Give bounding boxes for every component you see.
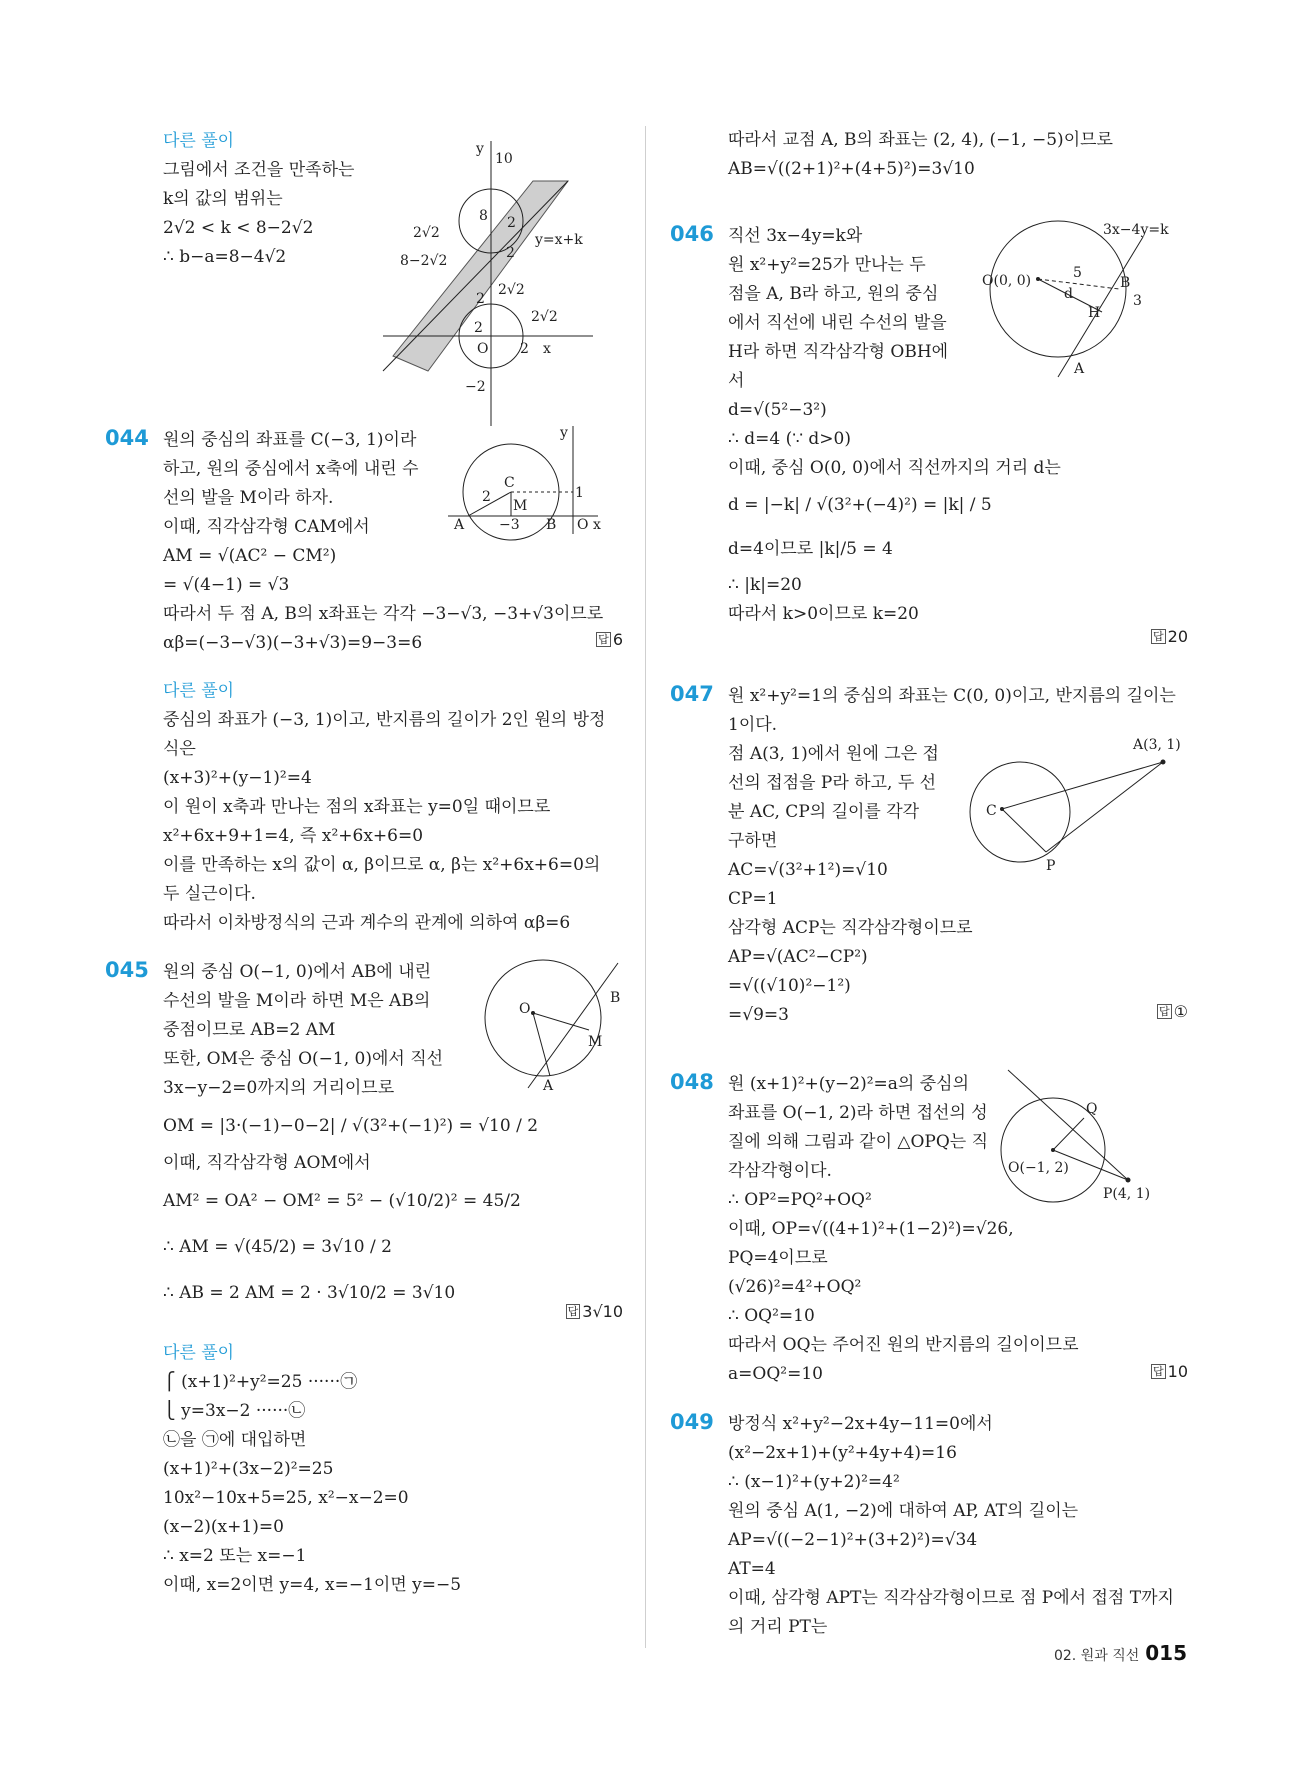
center-dot <box>1000 807 1004 811</box>
text-line: 1이다. <box>728 715 778 735</box>
answer-mark: 답 <box>1153 630 1164 643</box>
text-line: 구하면 <box>728 831 778 851</box>
text-line: 질에 의해 그림과 같이 △OPQ는 직 <box>728 1132 989 1152</box>
text-line: ⎧ (x+1)²+y²=25 ······㉠ <box>163 1372 358 1392</box>
radius-oa <box>533 1013 550 1076</box>
circle <box>485 960 601 1076</box>
figure-045 <box>478 958 623 1093</box>
text-line: ⎩ y=3x−2 ······㉡ <box>163 1401 306 1421</box>
label-5: 5 <box>1073 265 1082 281</box>
text-line: = √(4−1) = √3 <box>163 575 290 595</box>
text-line: 원의 중심 O(−1, 0)에서 AB에 내린 <box>163 962 432 982</box>
answer <box>566 1302 623 1321</box>
label-b: B <box>546 517 557 533</box>
text-line: 그림에서 조건을 만족하는 <box>163 160 355 180</box>
label-2root2c: 2√2 <box>531 309 558 325</box>
point-a <box>1161 760 1166 765</box>
problem-044 <box>105 425 623 676</box>
answer-value: 3√10 <box>582 1302 623 1321</box>
right-column <box>670 126 1188 1642</box>
label-2: 2 <box>507 215 516 231</box>
problem-number: 044 <box>105 426 149 450</box>
text-line: ∴ (x−1)²+(y+2)²=4² <box>728 1472 900 1492</box>
problem-number: 049 <box>670 1410 714 1434</box>
text-line: =√((√10)²−1²) <box>728 976 851 996</box>
text-line: k의 값의 범위는 <box>163 189 283 209</box>
continuation-045 <box>728 126 1188 222</box>
text-line: AP=√(AC²−CP²) <box>728 947 868 967</box>
text-line: d=4이므로 |k|/5 = 4 <box>728 539 893 559</box>
label-a: A(3, 1) <box>1133 737 1181 753</box>
label-o: O <box>519 1001 531 1017</box>
text-line: AB=√((2+1)²+(4+5)²)=3√10 <box>728 159 975 179</box>
segment-ac <box>1002 762 1163 809</box>
answer <box>1157 1002 1188 1021</box>
text-line: d = |−k| / √(3²+(−4)²) = |k| / 5 <box>728 495 992 515</box>
text-line: 식은 <box>163 739 196 759</box>
text-line: 직선 3x−4y=k와 <box>728 226 863 246</box>
text-line: 또한, OM은 중심 O(−1, 0)에서 직선 <box>163 1049 444 1069</box>
problem-045 <box>105 958 623 1338</box>
text-line: 삼각형 ACP는 직각삼각형이므로 <box>728 918 973 938</box>
text-line: 이때, 삼각형 APT는 직각삼각형이므로 점 P에서 접점 T까지 <box>728 1588 1174 1608</box>
column-divider <box>645 126 646 1648</box>
text-line: (x−2)(x+1)=0 <box>163 1517 284 1537</box>
label-p: P <box>1046 858 1056 874</box>
left-column <box>105 126 623 1600</box>
text-line: ∴ x=2 또는 x=−1 <box>163 1546 307 1566</box>
text-line: 각삼각형이다. <box>728 1161 832 1181</box>
label-2c: 2 <box>476 291 485 307</box>
text-line: ∴ AM = √(45/2) = 3√10 / 2 <box>163 1237 392 1257</box>
text-line: ㉡을 ㉠에 대입하면 <box>163 1430 307 1450</box>
point-p <box>1126 1178 1131 1183</box>
text-line: 좌표를 O(−1, 2)라 하면 접선의 성 <box>728 1103 988 1123</box>
label-a: A <box>454 517 465 533</box>
text-line: αβ=(−3−√3)(−3+√3)=9−3=6 <box>163 633 423 653</box>
text-line: AM = √(AC² − CM²) <box>163 546 337 566</box>
label-d: d <box>1064 286 1073 302</box>
text-line: 두 실근이다. <box>163 884 256 904</box>
answer-mark: 답 <box>567 1305 579 1318</box>
problem-046 <box>670 222 1188 682</box>
text-line: a=OQ²=10 <box>728 1364 823 1384</box>
label-o: O(0, 0) <box>982 273 1032 289</box>
answer-mark: 답 <box>598 633 609 646</box>
label-h: H <box>1088 305 1101 321</box>
text-line: 따라서 k>0이므로 k=20 <box>728 604 919 624</box>
text-line: 서 <box>728 371 745 391</box>
text-line: 따라서 OQ는 주어진 원의 반지름의 길이이므로 <box>728 1335 1079 1355</box>
text-line: 이때, 중심 O(0, 0)에서 직선까지의 거리 d는 <box>728 458 1061 478</box>
text-line: 10x²−10x+5=25, x²−x−2=0 <box>163 1488 409 1508</box>
center-dot <box>1036 277 1040 281</box>
text-line: 이때, 직각삼각형 CAM에서 <box>163 517 370 537</box>
page-footer <box>1054 1641 1187 1665</box>
text-line: 원 x²+y²=1의 중심의 좌표는 C(0, 0)이고, 반지름의 길이는 <box>728 686 1176 706</box>
problem-number: 045 <box>105 958 149 982</box>
label-8: 8 <box>479 208 488 224</box>
text-line: ∴ OP²=PQ²+OQ² <box>728 1190 872 1210</box>
text-line: OM = |3·(−1)−0−2| / √(3²+(−1)²) = √10 / 2 <box>163 1116 539 1136</box>
figure-044 <box>448 426 623 536</box>
label-2b: 2 <box>506 245 515 261</box>
label-8-minus-2root2: 8−2√2 <box>400 253 448 269</box>
answer-value: ① <box>1173 1002 1188 1021</box>
label-c: C <box>504 475 515 491</box>
alt-solution-label: 다른 풀이 <box>163 1343 235 1363</box>
alt-solution-044 <box>163 676 623 958</box>
text-line: 이 원이 x축과 만나는 점의 x좌표는 y=0일 때이므로 <box>163 797 551 817</box>
text-line: 분 AC, CP의 길이를 각각 <box>728 802 920 822</box>
answer <box>1151 1362 1188 1381</box>
text-line: 이때, 직각삼각형 AOM에서 <box>163 1153 371 1173</box>
alt-solution-043 <box>163 126 623 426</box>
label-neg2: −2 <box>465 379 486 395</box>
label-m: M <box>513 498 528 514</box>
text-line: ∴ OQ²=10 <box>728 1306 815 1326</box>
text-line: 방정식 x²+y²−2x+4y−11=0에서 <box>728 1414 993 1434</box>
text-line: 수선의 발을 M이라 하면 M은 AB의 <box>163 991 431 1011</box>
alt-solution-045 <box>163 1338 623 1600</box>
text-line: (x+3)²+(y−1)²=4 <box>163 768 312 788</box>
text-line: (x+1)²+(3x−2)²=25 <box>163 1459 334 1479</box>
label-a: A <box>1074 361 1085 377</box>
label-10: 10 <box>495 151 513 167</box>
text-line: 이때, x=2이면 y=4, x=−1이면 y=−5 <box>163 1575 462 1595</box>
figure-047 <box>958 737 1188 874</box>
label-b: B <box>610 990 621 1006</box>
figure-048 <box>978 1070 1188 1215</box>
answer <box>1151 627 1188 646</box>
text-line: 중점이므로 AB=2 AM <box>163 1020 336 1040</box>
text-line: H라 하면 직각삼각형 OBH에 <box>728 342 949 362</box>
answer-value: 20 <box>1167 627 1188 646</box>
label-2x: 2 <box>520 341 529 357</box>
radius-oq <box>1053 1118 1084 1150</box>
text-line: 원의 중심 A(1, −2)에 대하여 AP, AT의 길이는 <box>728 1501 1079 1521</box>
problem-number: 047 <box>670 682 714 706</box>
label-b: B <box>1120 275 1131 291</box>
label-m: M <box>588 1034 603 1050</box>
chapter-title: 02. 원과 직선 <box>1053 1648 1140 1664</box>
x-label: x <box>543 341 551 357</box>
line-3x-4y-k <box>1058 237 1143 377</box>
problem-number: 046 <box>670 222 714 246</box>
text-line: 점을 A, B라 하고, 원의 중심 <box>728 284 939 304</box>
text-line: CP=1 <box>728 889 778 909</box>
label-2root2b: 2√2 <box>498 282 525 298</box>
alt-solution-label: 다른 풀이 <box>163 681 235 701</box>
text-line: ∴ b−a=8−4√2 <box>163 247 287 267</box>
line-y-eq-x-plus-k <box>383 181 568 371</box>
text-line: AT=4 <box>728 1559 776 1579</box>
text-line: 선의 발을 M이라 하자. <box>163 488 334 508</box>
center-dot <box>531 1011 535 1015</box>
text-line: AM² = OA² − OM² = 5² − (√10/2)² = 45/2 <box>163 1191 521 1211</box>
text-line: 에서 직선에 내린 수선의 발을 <box>728 313 947 333</box>
text-line: 의 거리 PT는 <box>728 1617 828 1637</box>
x-label: x <box>593 517 601 533</box>
label-neg3: −3 <box>499 517 520 533</box>
problem-047 <box>670 682 1188 1070</box>
label-2d: 2 <box>474 320 483 336</box>
text-line: 선의 접점을 P라 하고, 두 선 <box>728 773 937 793</box>
center-dot <box>1051 1148 1055 1152</box>
label-o: O <box>577 517 589 533</box>
label-p: P(4, 1) <box>1103 1186 1151 1202</box>
label-2: 2 <box>482 489 491 505</box>
text-line: 이때, OP=√((4+1)²+(1−2)²)=√26, <box>728 1219 1014 1239</box>
text-line: 원 x²+y²=25가 만나는 두 <box>728 255 926 275</box>
tangent-ap <box>1046 762 1163 852</box>
text-line: 중심의 좌표가 (−3, 1)이고, 반지름의 길이가 2인 원의 방정 <box>163 710 606 730</box>
text-line: ∴ AB = 2 AM = 2 · 3√10/2 = 3√10 <box>163 1283 456 1303</box>
problem-048 <box>670 1070 1188 1410</box>
label-q: Q <box>1086 1101 1098 1117</box>
text-line: AP=√((−2−1)²+(3+2)²)=√34 <box>728 1530 978 1550</box>
label-1: 1 <box>575 485 584 501</box>
text-line: 2√2 < k < 8−2√2 <box>163 218 314 238</box>
text-line: 점 A(3, 1)에서 원에 그은 접 <box>728 744 939 764</box>
y-label: y <box>560 425 568 441</box>
text-line: 이를 만족하는 x의 값이 α, β이므로 α, β는 x²+6x+6=0의 <box>163 855 601 875</box>
figure-043 <box>383 141 623 431</box>
text-line: x²+6x+9+1=4, 즉 x²+6x+6=0 <box>163 826 424 846</box>
text-line: ∴ |k|=20 <box>728 575 802 595</box>
problem-number: 048 <box>670 1070 714 1094</box>
figure-046 <box>978 217 1188 377</box>
text-line: =√9=3 <box>728 1005 789 1025</box>
text-line: d=√(5²−3²) <box>728 400 827 420</box>
page-number: 015 <box>1145 1641 1187 1665</box>
answer-mark: 답 <box>1153 1365 1164 1378</box>
label-c: C <box>986 803 997 819</box>
answer <box>596 630 623 649</box>
text-line: (√26)²=4²+OQ² <box>728 1277 862 1297</box>
origin-label: O <box>477 341 489 357</box>
text-line: 원 (x+1)²+(y−2)²=a의 중심의 <box>728 1074 970 1094</box>
text-line: ∴ d=4 (∵ d>0) <box>728 429 851 449</box>
text-line: PQ=4이므로 <box>728 1248 828 1268</box>
text-line: 3x−y−2=0까지의 거리이므로 <box>163 1078 395 1098</box>
problem-049 <box>670 1410 1188 1642</box>
answer-value: 6 <box>612 630 623 649</box>
line-label: y=x+k <box>535 232 583 248</box>
text-line: 따라서 이차방정식의 근과 계수의 관계에 의하여 αβ=6 <box>163 913 571 933</box>
label-a: A <box>543 1078 554 1094</box>
text-line: 하고, 원의 중심에서 x축에 내린 수 <box>163 459 419 479</box>
alt-solution-label: 다른 풀이 <box>163 131 235 151</box>
answer-value: 10 <box>1167 1362 1188 1381</box>
line-label: 3x−4y=k <box>1103 222 1169 238</box>
label-3: 3 <box>1133 293 1142 309</box>
text-line: 따라서 교점 A, B의 좌표는 (2, 4), (−1, −5)이므로 <box>728 130 1113 150</box>
answer-mark: 답 <box>1159 1005 1170 1018</box>
label-o: O(−1, 2) <box>1008 1160 1069 1176</box>
label-2root2: 2√2 <box>413 225 440 241</box>
text-line: (x²−2x+1)+(y²+4y+4)=16 <box>728 1443 957 1463</box>
text-line: AC=√(3²+1²)=√10 <box>728 860 888 880</box>
text-line: 원의 중심의 좌표를 C(−3, 1)이라 <box>163 430 417 450</box>
text-line: 따라서 두 점 A, B의 x좌표는 각각 −3−√3, −3+√3이므로 <box>163 604 604 624</box>
circle <box>970 762 1070 862</box>
segment-cp <box>1002 809 1046 852</box>
y-label: y <box>476 141 484 157</box>
